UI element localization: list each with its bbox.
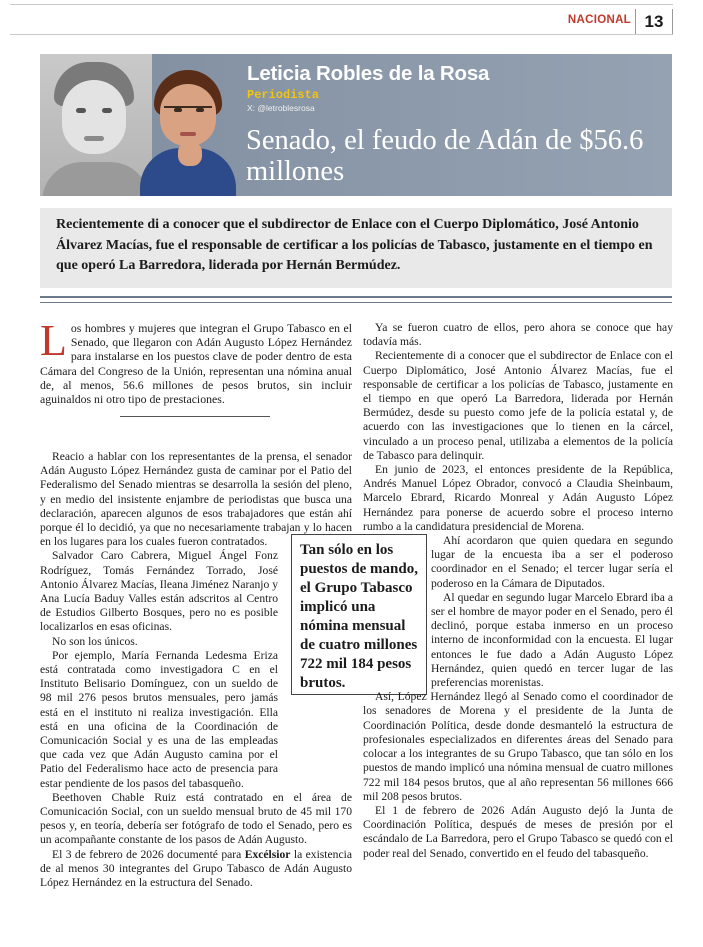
pull-quote: Tan sólo en los puestos de mando, el Grupo Tabasco implicó una nómina mensual de cuatro millones 722 mil 184 pesos brutos.: [291, 534, 427, 695]
header-rule-bottom: [10, 34, 673, 35]
paragraph: Por ejemplo, María Fernanda Ledesma Eriza está contratada como investigadora C en el Instituto Belisario Domínguez, con un sueldo de 98 mil 276 pesos brutos mensuales, pero jamás está en el instituto ni realiza investigación. Ella está en una oficina de la Coordinación de Comunicación Social y es una de las empleadas que cada vez que Adán Augusto camina por el Patio del Federalismo hace acto de presencia para estar pendiente de los pasos del tabasqueño.: [40, 648, 278, 790]
paragraph-part: El 3 de febrero de 2026 documenté para: [52, 847, 245, 861]
page-number: 13: [635, 9, 673, 34]
paragraph: Ya se fueron cuatro de ellos, pero ahora se conoce que hay todavía más.: [363, 321, 673, 349]
paragraph: Recientemente di a conocer que el subdirector de Enlace con el Cuerpo Diplomático, José Antonio Álvarez Macías, fue el responsable de certificar a los policías de Tabasco, justamente en el tiempo en que operó La Barredora, liderada por Hernán Bermúdez, desde su puesto como jefe de la policía estatal y, de acuerdo con las investigaciones que lo tienen en la cárcel, vinculado a un proceso penal, utilizaba a elementos de la policía de Tabasco para delinquir.: [363, 349, 673, 462]
paragraph: No son los únicos.: [52, 634, 138, 648]
paragraph: [40, 848, 352, 891]
section-label: NACIONAL: [567, 14, 631, 26]
paragraph: El 1 de febrero de 2026 Adán Augusto dejó la Junta de Coordinación Política, después de meses de presión por el escándalo de La Barredora, pero el Grupo Tabasco se quedó con el poder real del Senado, convertido en el feudo del tabasqueño.: [363, 803, 673, 860]
article-headline: Senado, el feudo de Adán de $56.6 millones: [246, 125, 644, 187]
drop-cap: L: [40, 316, 67, 365]
paragraph: Reacio a hablar con los representantes de la prensa, el senador Adán Augusto López Hernández gusta de caminar por el Patio del Federalismo del Senado mientras se desarrolla la sesión del pleno, y en medio del insistente enjambre de periodistas que busca una declaración, aparecen algunos de esos trabajadores que están ahí porque él lo decidió, ya que no necesariamente trabajan y lo hacen en los lugares para los cuales fueron contratados.: [40, 450, 352, 549]
page-header: [0, 4, 703, 38]
lead-box: [40, 208, 672, 288]
paragraph: Salvador Caro Cabrera, Miguel Ángel Fonz Rodríguez, Tomás Fernández Torrado, José Antonio Álvarez Macías, Ileana Jiménez Naranjo y Ana Lucía Baduy Valles están adscritos al Centro de Estudios Gilberto Bosques, pero no es posible localizarlos en esas oficinas.: [40, 549, 278, 634]
double-rule: [40, 296, 672, 303]
author-portrait-color: [140, 70, 236, 196]
paragraph: En junio de 2023, el entonces presidente de la República, Andrés Manuel López Obrador, convocó a Claudia Sheinbaum, Marcelo Ebrard, Ricardo Monreal y Adán Augusto López Hernández para ponerse de acuerdo sobre el proceso interno rumbo a la candidatura presidencial de Morena.: [363, 463, 673, 533]
intro-separator: [120, 416, 270, 417]
intro-paragraph: [40, 316, 352, 417]
paragraph: Así, López Hernández llegó al Senado como el coordinador de los senadores de Morena y el presidente de la Junta de Coordinación Política, desde donde desmanteló la estructura de profesionales especializados en diferentes áreas del Senado para colocar a los integrantes de su Grupo Tabasco, que tan sólo en los puestos de mando implicó una nómina mensual de cuatro millones 722 mil 184 pesos brutos, que al año representan 56 millones 666 mil 208 pesos brutos.: [363, 690, 673, 803]
intro-text: os hombres y mujeres que integran el Grupo Tabasco en el Senado, que llegaron con Adán Augusto López Hernández para instalarse en los puestos clave de poder dentro de esta Cámara del Congreso de la Unión, representan una nómina anual de, al menos, 56.6 millones de pesos brutos, sin incluir aguinaldos ni otro tipo de prestaciones.: [40, 321, 352, 407]
author-portrait-bw: [40, 54, 152, 196]
paragraph-part: la existencia de al menos 30 integrantes del Grupo Tabasco de Adán Augusto López Hernández en la estructura del Senado.: [40, 847, 352, 890]
header-rule: [10, 4, 673, 5]
paragraph: Ahí acordaron que quien quedara en segundo lugar de la encuesta iba a ser el poderoso coordinador en el Senado; el tercer lugar sería el poderoso en la Cámara de Diputados.: [431, 534, 673, 590]
author-role: Periodista: [247, 88, 320, 102]
brand-name: Excélsior: [244, 847, 291, 861]
column-2-body: [363, 321, 673, 861]
author-name: Leticia Robles de la Rosa: [247, 62, 490, 85]
paragraph: Al quedar en segundo lugar Marcelo Ebrard iba a ser el hombre de mayor poder en el Senado, pero él declinó, porque estaba inmerso en un proceso interno de inconformidad con la encuesta. El lugar entonces le fue dado a Adán Augusto López Hernández, quien quedó en tercer lugar de las preferencias morenistas.: [431, 590, 673, 690]
author-handle: X: @letroblesrosa: [247, 103, 315, 113]
author-banner: [40, 54, 672, 196]
lead-text: Recientemente di a conocer que el subdirector de Enlace con el Cuerpo Diplomático, José Antonio Álvarez Macías, fue el responsable de certificar a los policías de Tabasco, justamente en el tiempo en que operó La Barredora, liderada por Hernán Bermúdez.: [56, 217, 653, 273]
paragraph: Beethoven Chable Ruiz está contratado en el área de Comunicación Social, con un sueldo mensual bruto de 45 mil 170 pesos y, en teoría, debería ser fotógrafo de todo el Senado, pero es un acompañante constante de los pasos de Adán Augusto.: [40, 790, 352, 847]
byline: [247, 62, 489, 113]
